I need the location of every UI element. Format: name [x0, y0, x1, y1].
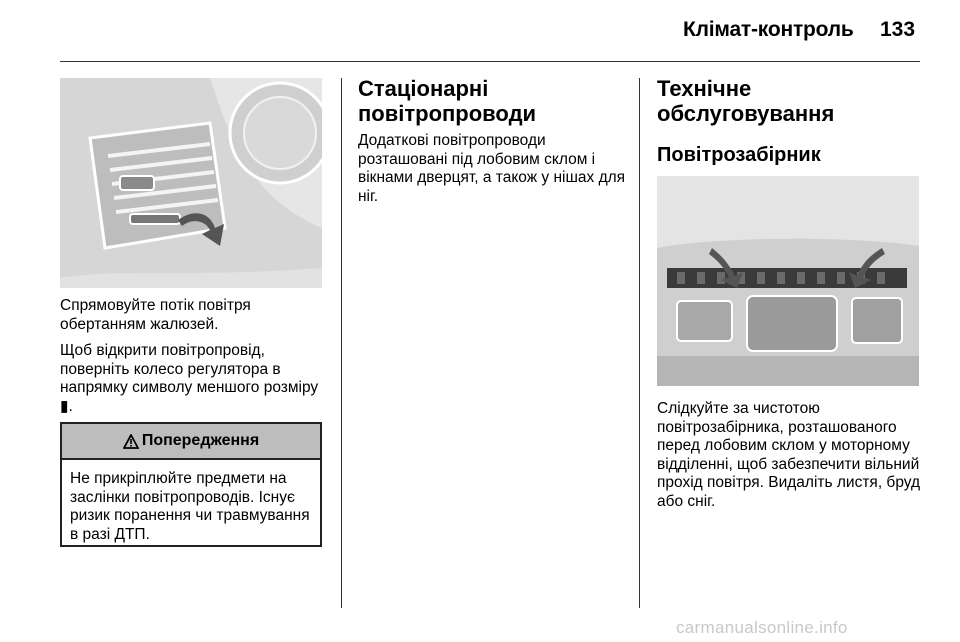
- vent-direction-text: Спрямовуйте потік повітря обертанням жалюзей.: [60, 297, 251, 333]
- vent-louver-illustration: [60, 78, 322, 288]
- vent-louver-figure: [60, 78, 322, 288]
- header-rule: [60, 61, 920, 62]
- vent-open-text: Щоб відкрити повітропровід, поверніть колесо регулятора в напрямку символу меншого розміру ▮.: [60, 342, 319, 415]
- watermark: carmanualsonline.info: [676, 618, 848, 637]
- warning-title: Попередження: [141, 432, 260, 449]
- fixed-vents-text: Додаткові повітропроводи розташовані під лобовим склом і вікнами дверцят, а також у нішах для ніг.: [358, 132, 626, 205]
- page-header: [0, 0, 960, 62]
- warning-text: Не прикріплюйте предмети на заслінки повітропроводів. Існує ризик поранення чи травмування в разі ДТП.: [70, 470, 310, 543]
- section-heading-fixed-vents: Стаціонарні повітропроводи: [358, 76, 537, 126]
- column-divider-right: [639, 78, 640, 608]
- warning-triangle-icon: [123, 434, 139, 449]
- chapter-title: Клімат-контроль: [683, 18, 854, 41]
- air-intake-text: Слідкуйте за чистотою повітрозабірника, розташованого перед лобовим склом у моторному відділенні, щоб забезпечити вільний прохід повітря. Видаліть листя, бруд або сніг.: [657, 400, 921, 510]
- warning-box: [60, 422, 322, 547]
- subheading-air-intake: Повітрозабірник: [657, 144, 821, 166]
- column-divider-left: [341, 78, 342, 608]
- section-heading-maintenance: Технічне обслуговування: [657, 76, 835, 126]
- engine-bay-illustration: [657, 176, 919, 386]
- warning-header: [62, 424, 320, 460]
- air-intake-figure: [657, 176, 919, 386]
- page-number: 133: [880, 18, 916, 41]
